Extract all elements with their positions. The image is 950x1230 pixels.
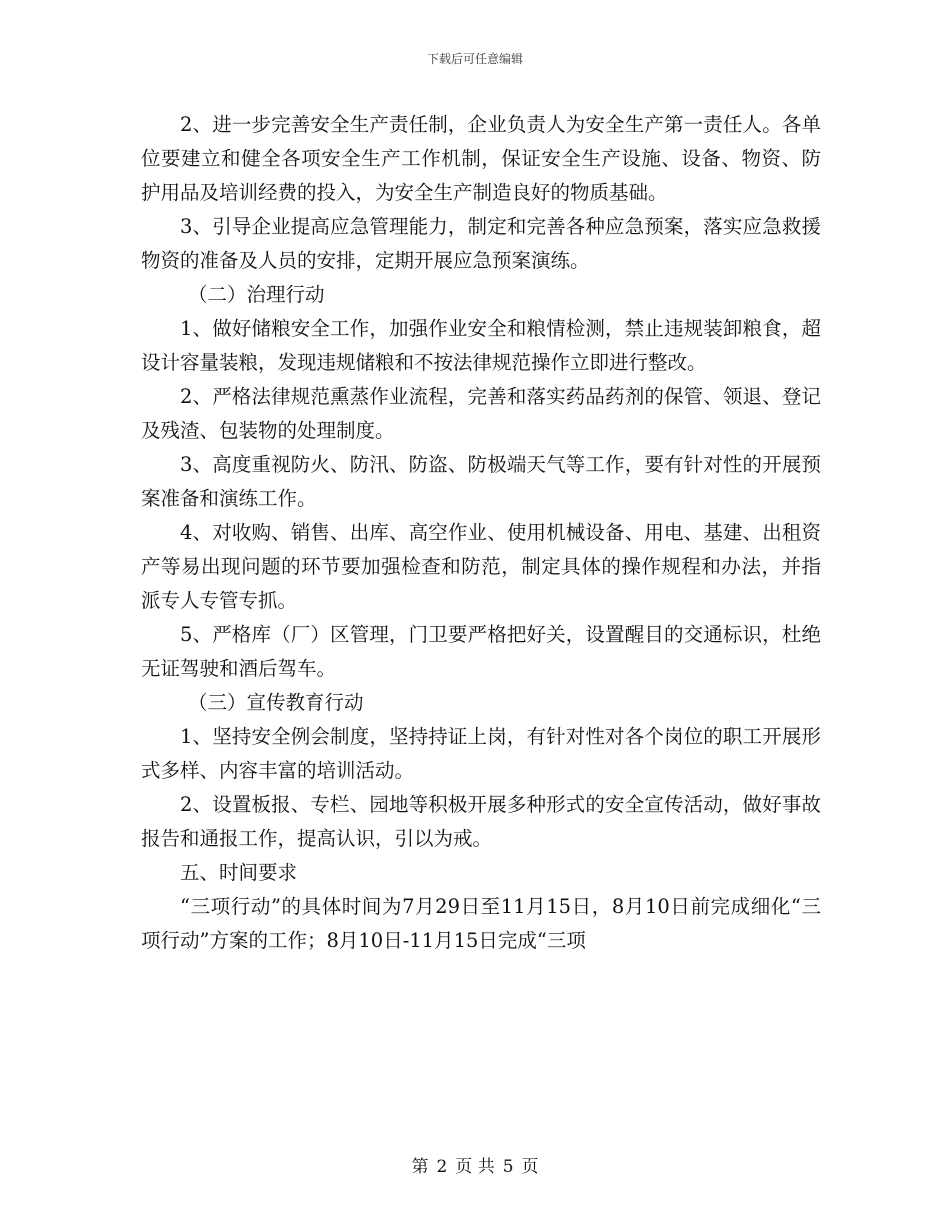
footer-suffix: 页 bbox=[521, 1157, 539, 1177]
page-footer bbox=[0, 1152, 950, 1177]
paragraph-10: “三项行动”的具体时间为7月29日至11月15日，8月10日前完成细化“三项行动”方案的工作；8月10日-11月15日完成“三项 bbox=[141, 895, 821, 952]
section-heading-time: 五、时间要求 bbox=[180, 861, 298, 884]
section-heading-education: （三）宣传教育行动 bbox=[188, 691, 364, 714]
page-header: 下载后可任意编辑 bbox=[426, 52, 523, 66]
page-total: 5 bbox=[502, 1157, 514, 1177]
document-body bbox=[141, 108, 821, 958]
footer-prefix: 第 bbox=[411, 1157, 429, 1177]
paragraph-7: 5、严格库（厂）区管理，门卫要严格把好关，设置醒目的交通标识，杜绝无证驾驶和酒后驾车。 bbox=[141, 623, 821, 680]
paragraph-4: 2、严格法律规范熏蒸作业流程，完善和落实药品药剂的保管、领退、登记及残渣、包装物的处理制度。 bbox=[141, 385, 821, 442]
page-number: 2 bbox=[436, 1157, 448, 1177]
paragraph-6: 4、对收购、销售、出库、高空作业、使用机械设备、用电、基建、出租资产等易出现问题的环节要加强检查和防范，制定具体的操作规程和办法，并指派专人专管专抓。 bbox=[141, 521, 821, 612]
paragraph-3: 1、做好储粮安全工作，加强作业安全和粮情检测，禁止违规装卸粮食，超设计容量装粮，发现违规储粮和不按法律规范操作立即进行整改。 bbox=[141, 317, 821, 374]
paragraph-5: 3、高度重视防火、防汛、防盗、防极端天气等工作，要有针对性的开展预案准备和演练工作。 bbox=[141, 453, 821, 510]
section-heading-governance: （二）治理行动 bbox=[188, 283, 325, 306]
footer-mid: 页 共 bbox=[455, 1157, 495, 1177]
paragraph-2: 3、引导企业提高应急管理能力，制定和完善各种应急预案，落实应急救援物资的准备及人员的安排，定期开展应急预案演练。 bbox=[141, 215, 821, 272]
paragraph-8: 1、坚持安全例会制度，坚持持证上岗，有针对性对各个岗位的职工开展形式多样、内容丰富的培训活动。 bbox=[141, 725, 821, 782]
paragraph-1: 2、进一步完善安全生产责任制，企业负责人为安全生产第一责任人。各单位要建立和健全各项安全生产工作机制，保证安全生产设施、设备、物资、防护用品及培训经费的投入，为安全生产制造良好的物质基础。 bbox=[141, 113, 821, 204]
paragraph-9: 2、设置板报、专栏、园地等积极开展多种形式的安全宣传活动，做好事故报告和通报工作，提高认识，引以为戒。 bbox=[141, 793, 821, 850]
